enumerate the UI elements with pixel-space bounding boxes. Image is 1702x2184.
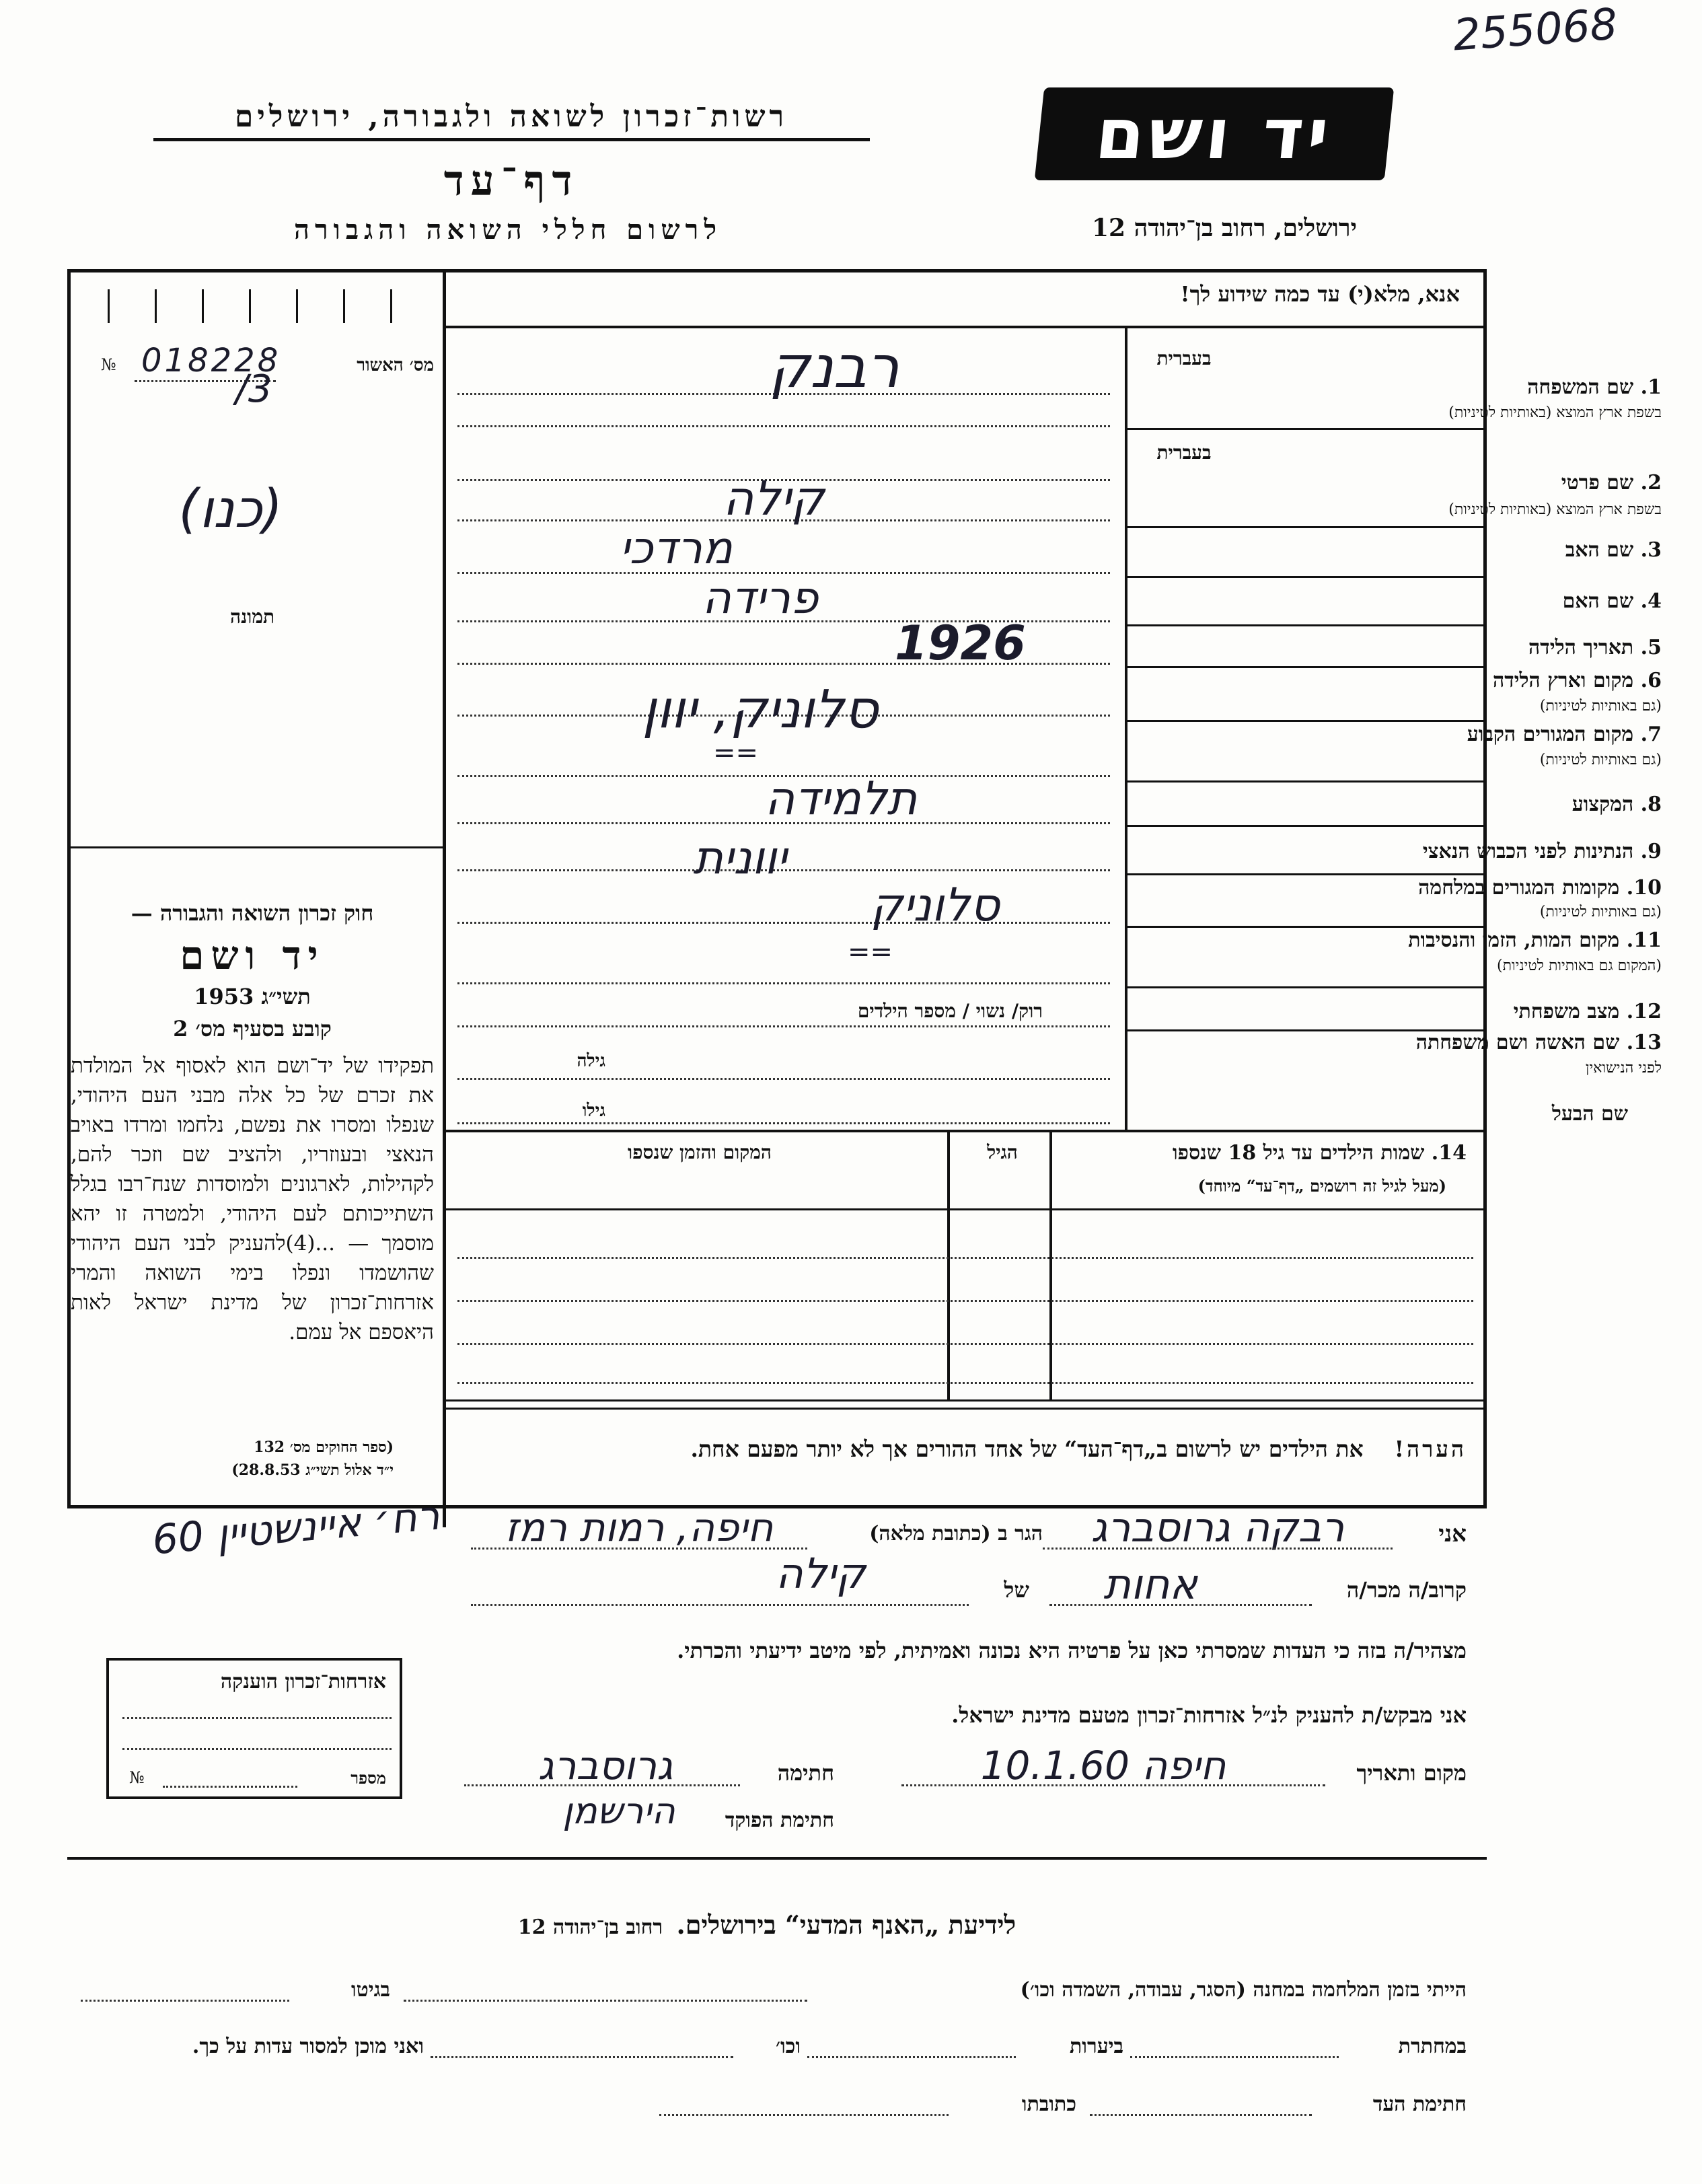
- field-10-sub: (גם באותיות לטיניות): [1539, 904, 1662, 920]
- citizenship-title: אזרחות־זכרון הוענקה: [220, 1670, 386, 1694]
- marital-status-options: רוק/ נשוי / מספר הילדים: [857, 1000, 1043, 1022]
- footer-title: לידיעת „האנף המדעי“ בירושלים.: [676, 1909, 1016, 1940]
- footer-line2-d: ואני מוכן למסור עדות על כך.: [192, 2035, 424, 2058]
- decl-address-extra: רח׳ איינשטיין 60: [150, 1492, 442, 1564]
- left-column-divider: [443, 269, 446, 1527]
- children-label: 14. שמות הילדים עד גיל 18 שנספו: [1172, 1141, 1467, 1165]
- authority-underline: [153, 138, 870, 141]
- field-4-value: פרידה: [702, 572, 819, 624]
- approval-no-sign: №: [101, 355, 116, 374]
- children-place-header: המקום והזמן שנספו: [628, 1141, 772, 1163]
- law-logo: יד ושם: [180, 933, 325, 978]
- authority-title: רשות־זכרון לשואה ולגבורה, ירושלים: [234, 100, 788, 134]
- field-10-value: סלוניק: [871, 879, 1000, 932]
- citizenship-number-sign: №: [129, 1768, 145, 1787]
- footer-line2-c: וכו׳: [776, 2035, 801, 2058]
- decl-relation-value: אחות: [1103, 1560, 1197, 1609]
- field-6-label: 6. מקום וארץ הלידה: [1492, 669, 1662, 692]
- label-column-divider: [1125, 326, 1127, 1130]
- field-2-sub: בשפת ארץ המוצא (באותיות לטיניות): [1448, 501, 1662, 518]
- form-subtitle: לרשום חללי השואה והגבורה: [293, 214, 723, 246]
- law-section: קובע בסעיף מס׳ 2: [173, 1016, 332, 1042]
- field-3-value: מרדכי: [620, 522, 733, 574]
- footer-address: רחוב בן־יהודה 12: [517, 1916, 663, 1939]
- note-label: הערה!: [1394, 1436, 1467, 1462]
- intro-divider: [444, 326, 1487, 328]
- footer-line1-b: בגיטו: [350, 1978, 390, 2002]
- approval-label: מס׳ האשור: [357, 355, 434, 375]
- approval-number: 018228: [141, 342, 281, 379]
- photo-bottom-line: [67, 846, 444, 848]
- field-1-note: בעברית: [1156, 347, 1212, 369]
- law-ref-2: י״ד אלול תשי״ג 28.8.53): [231, 1461, 394, 1479]
- archive-number: 255068: [1451, 0, 1619, 61]
- husband-age-hint: גילו: [582, 1101, 605, 1121]
- field-10-label: 10. מקומות המגורים במלחמה: [1418, 876, 1662, 900]
- field-5-label: 5. תאריך הלידה: [1528, 636, 1662, 659]
- approval-suffix: /3: [235, 367, 272, 411]
- decl-place-date-value: חיפה 10.1.60: [980, 1743, 1226, 1788]
- field-11-label: 11. מקום המות, הזמן והנסיבות: [1408, 929, 1662, 952]
- field-2-value: קילה: [723, 471, 825, 526]
- footer-line2-a: במחתרת: [1398, 2035, 1467, 2058]
- field-6-value: סלוניק, יוון: [642, 680, 879, 740]
- field-7-value: ==: [713, 737, 759, 768]
- field-7-label: 7. מקום המגורים הקבוע: [1467, 723, 1662, 746]
- citizenship-number-label: מספר: [350, 1768, 386, 1788]
- citizenship-box: [106, 1658, 402, 1799]
- approval-ticks: [108, 289, 431, 323]
- wife-age-hint: גילה: [577, 1051, 605, 1071]
- decl-relation-label: קרוב/ה מכר/ה: [1346, 1577, 1467, 1603]
- note-text: את הילדים יש לרשום ב„דף־העד“ של אחד ההורים אך לא יותר מפעם אחת.: [690, 1436, 1364, 1462]
- logo-text: יד ושם: [1092, 93, 1337, 175]
- children-table-top: [444, 1130, 1487, 1132]
- field-11-sub: (המקום גם באותיות לטיניות): [1497, 957, 1662, 974]
- form-title: דף־עד: [443, 156, 579, 205]
- field-2-label: 2. שם פרטי: [1561, 471, 1662, 495]
- law-body: תפקידו של יד־ושם הוא לאסוף אל המולדת את זכרם של כל אלה מבני העם היהודי, שנפלו ומסרו את נפשם, נלחמו ומרדו באויב הנאצי ובעוזריו, ולהציב שם וזכר להם, לקהילות, לארגונים ולמוסדות שנח־רבו בגלל השתייכותם לעם היהודי, ולמטרה זו יהא מוסמך — ...(4)להעניק לבני העם היהודי שהושמדו ונפלו בימי השואה והמרי אזרחות־זכרון של מדינת ישראל לאות היאספם אל עמם.: [71, 1054, 434, 1344]
- footer-line1-a: הייתי בזמן המלחמה במחנה (הסגר, עבודה, השמדה וכו׳): [1020, 1978, 1467, 2002]
- law-year: תשי״ג 1953: [194, 984, 311, 1009]
- decl-i-label: אני: [1438, 1521, 1467, 1548]
- decl-residing-label: הגר ב (כתובת מלאה): [869, 1522, 1043, 1545]
- decl-place-date-label: מקום ותאריך: [1356, 1760, 1467, 1786]
- field-9-label: 9. הנתינות לפני הכבוש הנאצי: [1422, 840, 1662, 863]
- decl-of-value: קילה: [776, 1549, 866, 1598]
- field-11-value: ==: [848, 937, 893, 968]
- footer-line2-b: ביערות: [1069, 2035, 1123, 2058]
- children-age-header: הגיל: [987, 1141, 1018, 1163]
- field-3-label: 3. שם האב: [1565, 538, 1662, 562]
- field-5-value: 1926: [895, 616, 1026, 671]
- field-6-sub: (גם באותיות לטיניות): [1539, 698, 1662, 715]
- decl-officer-value: הירשמן: [562, 1790, 675, 1832]
- field-8-label: 8. המקצוע: [1571, 793, 1662, 816]
- decl-i-value: רבקה גרוסברג: [1090, 1504, 1345, 1552]
- children-sub: (מעל לגיל זה רושמים „דף־עד“ מיוחד): [1197, 1176, 1446, 1196]
- husband-label: שם הבעל: [1551, 1102, 1628, 1126]
- field-2-note: בעברית: [1156, 441, 1212, 464]
- decl-signature-label: חתימה: [777, 1760, 834, 1786]
- field-13-label: 13. שם האשה ושם משפחתה: [1415, 1031, 1662, 1054]
- decl-address-value: חיפה, רמות רמז: [505, 1504, 774, 1550]
- footer-divider: [67, 1857, 1487, 1860]
- field-4-label: 4. שם האם: [1562, 589, 1662, 613]
- decl-of-label: של: [1004, 1577, 1029, 1603]
- field-8-value: תלמידה: [764, 772, 918, 826]
- field-1-label: 1. שם המשפחה: [1527, 375, 1662, 399]
- field-13-sub: לפני הנישואין: [1585, 1060, 1662, 1077]
- footer-line3-b: כתובתו: [1021, 2092, 1076, 2116]
- note-row: [457, 1436, 1467, 1463]
- decl-request: אני מבקש/ת להעניק לנ״ל אזרחות־זכרון מטעם מדינת ישראל.: [951, 1702, 1467, 1728]
- field-1-value: רבנק: [769, 334, 899, 401]
- footer-line3-a: חתימת העד: [1372, 2092, 1467, 2116]
- photo-label: תמונה: [229, 606, 275, 628]
- decl-signature-value: גרוסברג: [538, 1743, 673, 1788]
- yad-vashem-logo: [1035, 87, 1395, 180]
- law-title: חוק זכרון השואה והגבורה —: [131, 900, 374, 926]
- field-12-label: 12. מצב משפחתי: [1513, 1000, 1662, 1023]
- field-1-sub: בשפת ארץ המוצא (באותיות לטיניות): [1448, 404, 1662, 421]
- form-intro: אנא, מלא(י) עד כמה שידוע לך!: [1180, 281, 1460, 307]
- law-ref-1: (ספר החוקים מס׳ 132: [254, 1439, 394, 1456]
- decl-statement: מצהיר/ה בזה כי העדות שמסרתי כאן על פרטיה היא נכונה ואמיתית, לפי מיטב ידיעתי והכרתי.: [677, 1638, 1467, 1663]
- field-7-sub: (גם באותיות לטיניות): [1539, 752, 1662, 768]
- field-9-value: יוונית: [693, 832, 787, 885]
- footer-title-row: [336, 1909, 1197, 1940]
- header-address: ירושלים, רחוב בן־יהודה 12: [1091, 214, 1358, 242]
- decl-officer-label: חתימת הפוקד: [725, 1809, 834, 1832]
- photo-handwriting: (כנו): [178, 479, 283, 540]
